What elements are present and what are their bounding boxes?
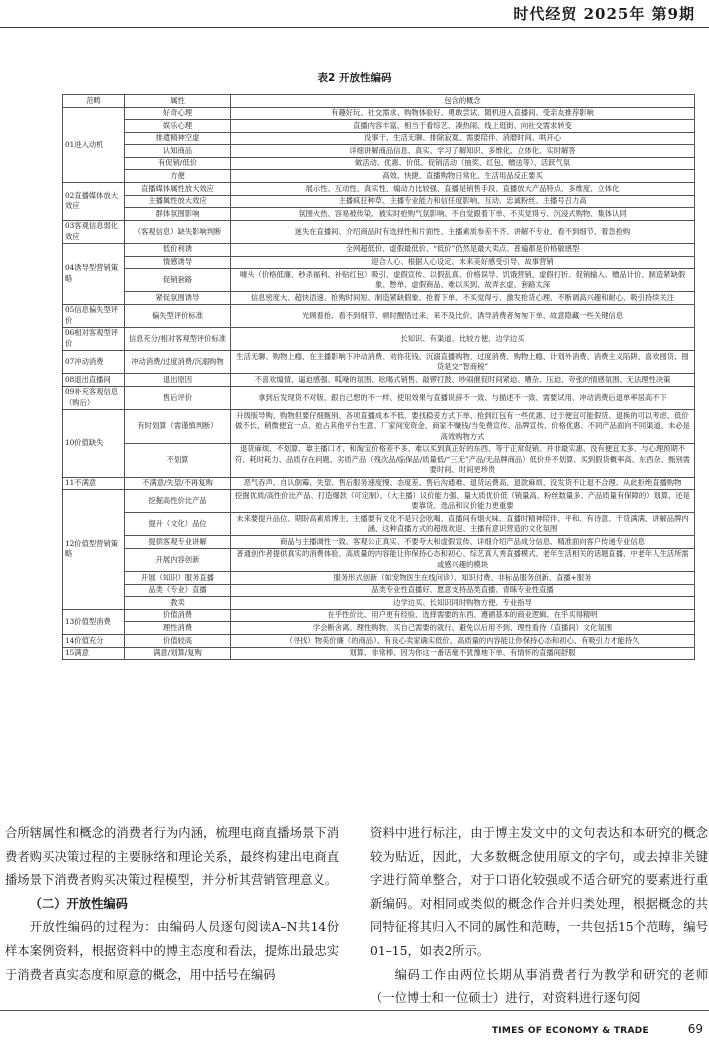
concepts-cell: 有趣好玩、社交需求、购物体验好、勇敢尝试、随机进入直播间、受亲友推荐影响 <box>231 107 695 120</box>
table-row <box>63 220 695 243</box>
column-header-attribute: 属性 <box>125 95 231 108</box>
concepts-cell: 长知识、有渠道、比较方便、边学边买 <box>231 327 695 350</box>
paragraph: 资料中进行标注，由于博主发文中的文句表达和本研究的概念较为贴近，因此，大多数概念使用原文的字句，或去掉非关键字进行简单整合，对于口语化较强或不适合研究的要素进行重新编码。对相同或类似的概念作合并归类处理，根据概念的共同特征将其归入不同的属性和范畴，一共包括15个范畴，编号01–15，如表2所示。 <box>370 826 708 958</box>
table-row <box>63 132 695 145</box>
table-row <box>63 304 695 327</box>
attribute-cell: 直播媒体属性放大效应 <box>125 183 231 196</box>
concepts-cell: 不喜欢煽情、逼迫感强、呱噪的氛围、吆喝式销售、敲锣打鼓、吵闹催促时间紧迫、嘈杂、压迫、夸张的情感氛围、无法理性决策 <box>231 374 695 387</box>
category-cell: 13价值型消费 <box>63 609 125 634</box>
attribute-cell: 好奇心理 <box>125 107 231 120</box>
attribute-cell: 不满意/失望/不再复购 <box>125 477 231 490</box>
concepts-cell: 拿到后发现货不对版、跟自己想的不一样、使用效果与直播说辞不一致、与描述不一致、需要试用、冲动消费后退单率居高不下 <box>231 386 695 409</box>
table-row <box>63 145 695 158</box>
table-row <box>63 374 695 387</box>
table-row <box>63 269 695 292</box>
table-row <box>63 183 695 196</box>
footer-journal-name: TIMES OF ECONOMY & TRADE <box>491 1026 649 1036</box>
category-cell: 11不满意 <box>63 477 125 490</box>
page-number: 69 <box>687 1022 703 1036</box>
attribute-cell: 偏失型评价标准 <box>125 304 231 327</box>
category-cell: 02直播媒体放大效应 <box>63 183 125 221</box>
table-row <box>63 243 695 256</box>
table-row <box>63 256 695 269</box>
concepts-cell: 没事干、生活无聊、排除寂寞、需要陪伴、消磨时间、哄开心 <box>231 132 695 145</box>
table-row <box>63 609 695 622</box>
attribute-cell: 冲动消费/过度消费/沉溺购物 <box>125 351 231 374</box>
table-row <box>63 584 695 597</box>
table-row <box>63 327 695 350</box>
concepts-cell: 氛围火热、容易被传染、被实时抢购气氛影响、不自觉跟着下单、不买觉得亏、沉浸式购物、集体认同 <box>231 208 695 221</box>
attribute-cell: 紧促氛围诱导 <box>125 292 231 305</box>
concepts-cell: 全网超低价、虚假最低价、“低价”仍然是最大卖点、普遍都是价格敏感型 <box>231 243 695 256</box>
table-row <box>63 292 695 305</box>
attribute-cell: 教卖 <box>125 597 231 610</box>
table-header-row <box>63 95 695 108</box>
concepts-cell: 信息密度大、超快语速、抢购时间短、制造紧缺假象、抢着下单、不买觉得亏、激发抢货心理、不断调高兴趣和耐心、吸引持续关注 <box>231 292 695 305</box>
attribute-cell: 品类（专业）直播 <box>125 584 231 597</box>
concepts-cell: 恶气吞声、自认倒霉、失望、售后服务速度慢、态度差、售后沟通难、退货运费高、退款麻烦、没发货不让退不合理、从此拒绝直播购物 <box>231 477 695 490</box>
attribute-cell: 娱乐心理 <box>125 120 231 133</box>
concepts-cell: 品类专业性直播好、愿意支持品类直播、青睐专业性直播 <box>231 584 695 597</box>
concepts-cell: （寻找）物美价廉（的商品）、有良心卖家确实低价、高质量的内容能让你保持心态和初心、有吸引力才能持久 <box>231 635 695 648</box>
category-cell: 10价值缺失 <box>63 410 125 477</box>
attribute-cell: 退出原因 <box>125 374 231 387</box>
concepts-cell: 普通创作者提供真实的消费体验、高质量的内容能让你保持心态和初心、综艺真人秀直播模式、老年生活相关的话题直播、中老年人生活所需或感兴趣的模块 <box>231 548 695 571</box>
page-header <box>0 0 709 30</box>
table-row <box>63 410 695 444</box>
attribute-cell: 排遣精神空虚 <box>125 132 231 145</box>
attribute-cell: 主播属性放大效应 <box>125 195 231 208</box>
table-row <box>63 107 695 120</box>
category-cell: 08退出直播间 <box>63 374 125 387</box>
table-row <box>63 622 695 635</box>
attribute-cell: （客观信息）缺失影响判断 <box>125 220 231 243</box>
concepts-cell: 未来要提升品位、期盼高素质博主、主播要有文化不是只会吆喝、直播间有烟火味、直播时精神陪伴、平和、有诗意、干货满满、讲解品牌内涵、这种直播方式的超级欢迎、主播有意识营造的文化氛围 <box>231 513 695 536</box>
concepts-cell: 在乎性价比、用户更有经验、选择需要的东西、遵循基本的商业逻辑、在乎买得精明 <box>231 609 695 622</box>
attribute-cell: 有促销/低价 <box>125 157 231 170</box>
attribute-cell: 提供客观专业讲解 <box>125 536 231 549</box>
table-row <box>63 351 695 374</box>
attribute-cell: 方便 <box>125 170 231 183</box>
table-row <box>63 195 695 208</box>
concepts-cell: 划算、非常棒、因为你这一番话毫不犹豫地下单、有情怀的直播间舒服 <box>231 647 695 660</box>
table-row <box>63 157 695 170</box>
category-cell: 04诱导型营销策略 <box>63 243 125 304</box>
table-row <box>63 597 695 610</box>
table-row <box>63 170 695 183</box>
concepts-cell: 退货麻烦、不划算、靠主播口才、和淘宝价格差不多、难以买到真正好的东西、等于正常促销、并非最实惠、没有便宜太多、与心理预期不符、耗时耗力、品质存在问题、劣质产品（残次品/临保品/质量低/“三无”产品/无品牌商品）低价并不划算、买到假货概率高、东西杂、甄别需要时间、时间更珍贵 <box>231 443 695 477</box>
attribute-cell: 情感诱导 <box>125 256 231 269</box>
attribute-cell: 开展内容创新 <box>125 548 231 571</box>
attribute-cell: 售后评价 <box>125 386 231 409</box>
concepts-cell: 详细讲解商品信息、真实、学习了解知识、多维化、立体化、实时解答 <box>231 145 695 158</box>
concepts-cell: 光顾着抢、看不到细节、顿时醒悟过来、来不及比价、诱导消费者匆匆下单、故意隐藏一些关键信息 <box>231 304 695 327</box>
open-coding-table <box>62 94 695 660</box>
table-row <box>63 513 695 536</box>
paragraph: 开放性编码的过程为：由编码人员逐句阅读A–N共14份样本案例资料，根据资料中的博主态度和看法，提炼出最忠实于消费者真实态度和原意的概念，用中括号在编码 <box>5 920 339 982</box>
concepts-cell: 挖掘优质/高性价比产品、打造爆款（可定制）、（大主播）议价能力强、量大质优价低（销量高、粉丝数量多、产品质量有保障的）划算、还是要靠货、选品和议价能力更重要 <box>231 490 695 513</box>
concepts-cell: 学会断舍离、理性购物、买自己需要的就行、避免以后用不到、理性看待（直播间）文化氛围 <box>231 622 695 635</box>
table-row <box>63 548 695 571</box>
body-column-right <box>370 822 708 1011</box>
concepts-cell: 迷失在直播间、介绍商品时有选择性和片面性、主播素质参差不齐、讲解不专业、看不到细节、着急抢购 <box>231 220 695 243</box>
attribute-cell: 信息充分/相对客观型评价标准 <box>125 327 231 350</box>
table-row <box>63 490 695 513</box>
paragraph: 合所辖属性和概念的消费者行为内涵，梳理电商直播场景下消费者购买决策过程的主要脉络和理论关系，最终构建出电商直播场景下消费者购买决策过程模型，并分析其营销管理意义。 <box>5 826 339 888</box>
table-caption: 表2 开放性编码 <box>317 72 392 84</box>
table-row <box>63 443 695 477</box>
attribute-cell: 群体氛围影响 <box>125 208 231 221</box>
attribute-cell: 促销套路 <box>125 269 231 292</box>
category-cell: 07冲动消费 <box>63 351 125 374</box>
attribute-cell: 理性消费 <box>125 622 231 635</box>
category-cell: 12价值型营销策略 <box>63 490 125 610</box>
table-row <box>63 208 695 221</box>
concepts-cell: 高效、快捷、直播购物日常化、生活用品反正要买 <box>231 170 695 183</box>
column-header-concepts: 包含的概念 <box>231 95 695 108</box>
attribute-cell: 价值消费 <box>125 609 231 622</box>
attribute-cell: 挖掘高性价比产品 <box>125 490 231 513</box>
concepts-cell: 服务形式创新（如宠物医生在线问诊）、知识付费、非标品服务创新、直播+服务 <box>231 572 695 585</box>
attribute-cell: 价值较高 <box>125 635 231 648</box>
attribute-cell: 低价利诱 <box>125 243 231 256</box>
category-cell: 14价值充分 <box>63 635 125 648</box>
concepts-cell: 升级版导购、购物但要仔细甄别、各项直播成本不低、要找稳妥方式下单、抢到红包有一些优惠、过于便宜可能假货、退换的可以考虑、低价做不长、稍微便宜一点、抢占其他平台生意、厂家间宠资金、商家不赚钱/当免费宣传、品牌宣传、价格优惠、不同产品面向不同渠道、未必是高效购物方式 <box>231 410 695 444</box>
table-row <box>63 386 695 409</box>
concepts-cell: 边学边买、长知识同时购物方便、专业指导 <box>231 597 695 610</box>
concepts-cell: 噱头（价格低廉、秒杀福利、补贴红包）吸引、虚假宣传、以假乱真、价格误导、饥饿营销、虚假打折、促销输入、赠品计价、制造紧缺假象、憋单、虚假商品、难以买到、故弄玄虚、套路太深 <box>231 269 695 292</box>
paragraph: 编码工作由两位长期从事消费者行为教学和研究的老师（一位博士和一位硕士）进行，对资料进行逐句阅 <box>370 967 708 1006</box>
attribute-cell: 不划算 <box>125 443 231 477</box>
category-cell: 01进入动机 <box>63 107 125 182</box>
concepts-cell: 主播疯狂种草、主播专业能力和信任度影响、互动、忠诚粉丝、主播号召力高 <box>231 195 695 208</box>
category-cell: 15满意 <box>63 647 125 660</box>
attribute-cell: 满意/划算/复购 <box>125 647 231 660</box>
table-row <box>63 477 695 490</box>
section-subheading: （二）开放性编码 <box>29 896 128 911</box>
category-cell: 05信息偏失型评价 <box>63 304 125 327</box>
concepts-cell: 做活动、优惠、价低、促销活动（抽奖、红包、赠送等）、活跃气氛 <box>231 157 695 170</box>
table-body <box>63 107 695 660</box>
concepts-cell: 直播内容丰富、相当于看综艺、凑热闹、线上逛街、向社交需求转变 <box>231 120 695 133</box>
concepts-cell: 生活无聊、购物上瘾、在主播影响下冲动消费、劝你花钱、沉溺直播购物、过度消费、购物上瘾、计划外消费、消费主义陷阱、喜欢囤货、囤货是交“智商税” <box>231 351 695 374</box>
table-row <box>63 536 695 549</box>
attribute-cell: 认知商品 <box>125 145 231 158</box>
journal-issue-header: 时代经贸 2025年 第9期 <box>513 5 695 23</box>
concepts-cell: 迎合人心、根据人心设定、未来美好感受引导、故事营销 <box>231 256 695 269</box>
table-row <box>63 635 695 648</box>
table-row <box>63 572 695 585</box>
header-rule <box>0 27 709 28</box>
column-header-category: 范畴 <box>63 95 125 108</box>
attribute-cell: 提升（文化）品位 <box>125 513 231 536</box>
attribute-cell: 有时划算（需谨慎判断） <box>125 410 231 444</box>
category-cell: 06相对客观型评价 <box>63 327 125 350</box>
concepts-cell: 展示性、互动性、真实性、煽动力比较强、直播是销售手段、直播放大产品特点、多维度、立体化 <box>231 183 695 196</box>
table-row <box>63 647 695 660</box>
coding-table-container <box>62 94 694 660</box>
footer-rule <box>0 1010 709 1011</box>
attribute-cell: 开展（知识）服务直播 <box>125 572 231 585</box>
table-row <box>63 120 695 133</box>
concepts-cell: 商品与主播调性一致、客观公正真实、不要夸大和虚假宣传、详细介绍产品成分信息、精准面向客户传递专业信息 <box>231 536 695 549</box>
category-cell: 03客观信息弱化效应 <box>63 220 125 243</box>
body-column-left <box>5 822 339 987</box>
category-cell: 09补充客观信息（购后） <box>63 386 125 409</box>
